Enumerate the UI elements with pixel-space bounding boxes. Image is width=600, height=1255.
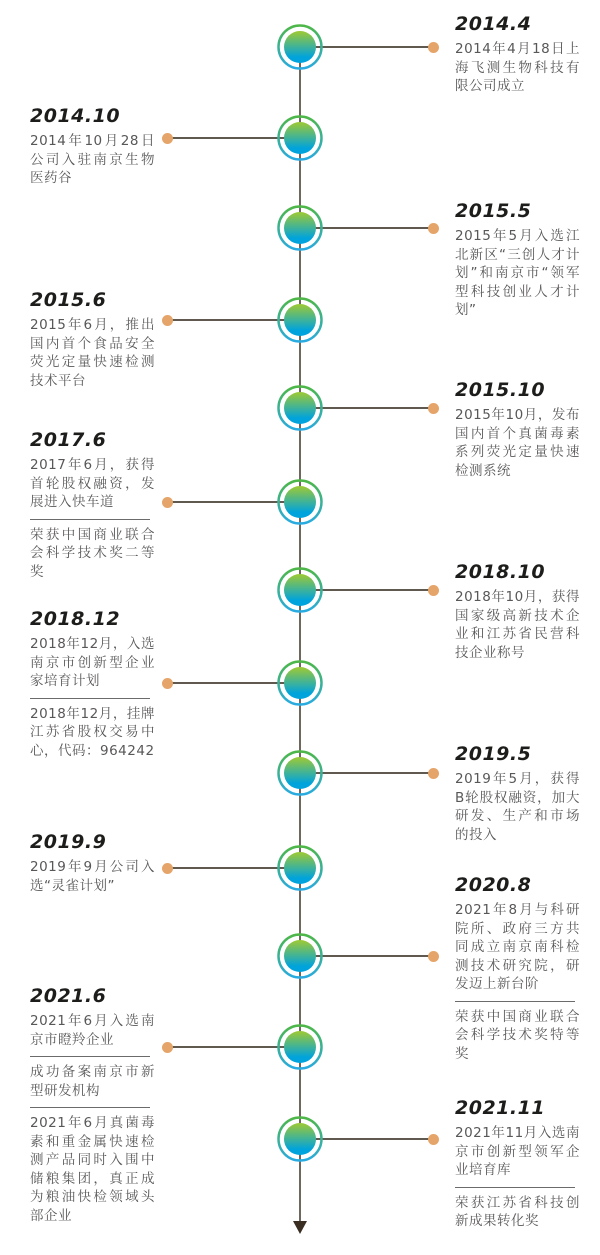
entry-text-block-2015-10 [455,378,580,480]
text-divider [455,1001,575,1002]
timeline-node [277,205,323,251]
timeline-node [277,933,323,979]
entry-date: 2021.11 [455,1097,546,1119]
entry-date: 2018.12 [30,608,121,630]
entry-date: 2018.10 [455,561,546,583]
timeline-node [277,1024,323,1070]
connector-dot-icon [428,768,439,779]
entry-date: 2015.5 [455,200,532,222]
text-divider [30,698,150,699]
entry-text-block-2019-9 [30,830,155,895]
entry-text-block-2015-6 [30,288,155,390]
entry-date: 2017.6 [30,429,107,451]
entry-text-block-2021-6 [30,984,155,1225]
timeline-node [277,567,323,613]
text-divider [30,1056,150,1057]
timeline-node [277,845,323,891]
entry-text-block-2019-5 [455,742,580,844]
connector-dot-icon [162,315,173,326]
entry-date: 2014.4 [455,13,532,35]
text-divider [455,1187,575,1188]
text-divider [30,519,150,520]
entry-text-block-2020-8 [455,873,580,1063]
connector-dot-icon [428,223,439,234]
entry-text: 2018年12月，挂牌江苏省股权交易中心，代码：964242 [30,705,155,759]
timeline-node [277,297,323,343]
entry-text: 2015年6月，推出国内首个食品安全荧光定量快速检测技术平台 [30,317,155,389]
entry-text-block-2014-10 [30,104,155,188]
timeline-node [277,115,323,161]
entry-text: 荣获中国商业联合会科学技术奖特等奖 [455,1008,580,1062]
node-core-icon [284,757,316,789]
entry-text: 2021年6月入选南京市瞪羚企业 [30,1013,155,1048]
timeline-node [277,24,323,70]
entry-date: 2021.6 [30,985,107,1007]
connector-dot-icon [428,42,439,53]
node-core-icon [284,1031,316,1063]
entry-date: 2019.9 [30,831,107,853]
entry-date: 2015.6 [30,289,107,311]
entry-text: 荣获中国商业联合会科学技术奖二等奖 [30,526,155,580]
timeline-node [277,750,323,796]
connector-dot-icon [428,951,439,962]
timeline-node [277,660,323,706]
timeline-node [277,385,323,431]
timeline-node [277,1116,323,1162]
connector-dot-icon [162,133,173,144]
entry-text: 2014年10月28日公司入驻南京生物医药谷 [30,133,155,186]
entry-text: 2019年5月，获得B轮股权融资，加大研发、生产和市场的投入 [455,771,580,843]
connector-dot-icon [162,1042,173,1053]
node-core-icon [284,486,316,518]
entry-date: 2019.5 [455,743,532,765]
timeline-arrow-down-icon [293,1221,307,1234]
entry-text-block-2018-12 [30,607,155,760]
entry-text-block-2014-4 [455,12,580,96]
entry-date: 2020.8 [455,874,532,896]
entry-text: 2018年12月，入选南京市创新型企业家培育计划 [30,636,155,689]
entry-text: 2021年8月与科研院所、政府三方共同成立南京南科检测技术研究院，研发迈上新台阶 [455,902,580,992]
connector-dot-icon [428,585,439,596]
connector-dot-icon [428,403,439,414]
entry-text: 2014年4月18日上海飞测生物科技有限公司成立 [455,41,580,94]
timeline-node [277,479,323,525]
node-core-icon [284,1123,316,1155]
entry-text-block-2021-11 [455,1096,580,1231]
node-core-icon [284,122,316,154]
node-core-icon [284,574,316,606]
entry-text: 成功备案南京市新型研发机构 [30,1064,155,1099]
entry-text: 荣获江苏省科技创新成果转化奖 [455,1194,580,1229]
text-divider [30,1107,150,1108]
node-core-icon [284,392,316,424]
entry-text: 2018年10月，获得国家级高新技术企业和江苏省民营科技企业称号 [455,589,580,661]
entry-text-block-2017-6 [30,428,155,581]
node-core-icon [284,667,316,699]
connector-dot-icon [162,497,173,508]
connector-dot-icon [162,863,173,874]
entry-text-block-2015-5 [455,199,580,320]
entry-date: 2015.10 [455,379,546,401]
entry-text: 2015年5月入选江北新区“三创人才计划”和南京市“领军型科技创业人才计划” [455,228,580,318]
node-core-icon [284,304,316,336]
entry-date: 2014.10 [30,105,121,127]
node-core-icon [284,212,316,244]
entry-text: 2021年6月真菌毒素和重金属快速检测产品同时入围中储粮集团，真正成为粮油快检领域头部企业 [30,1115,155,1224]
entry-text: 2021年11月入选南京市创新型领军企业培育库 [455,1125,580,1178]
entry-text: 2015年10月，发布国内首个真菌毒素系列荧光定量快速检测系统 [455,407,580,479]
connector-dot-icon [162,678,173,689]
entry-text: 2019年9月公司入选“灵雀计划” [30,859,155,894]
connector-dot-icon [428,1134,439,1145]
entry-text-block-2018-10 [455,560,580,662]
entry-text: 2017年6月，获得首轮股权融资，发展进入快车道 [30,457,155,510]
node-core-icon [284,940,316,972]
node-core-icon [284,31,316,63]
node-core-icon [284,852,316,884]
